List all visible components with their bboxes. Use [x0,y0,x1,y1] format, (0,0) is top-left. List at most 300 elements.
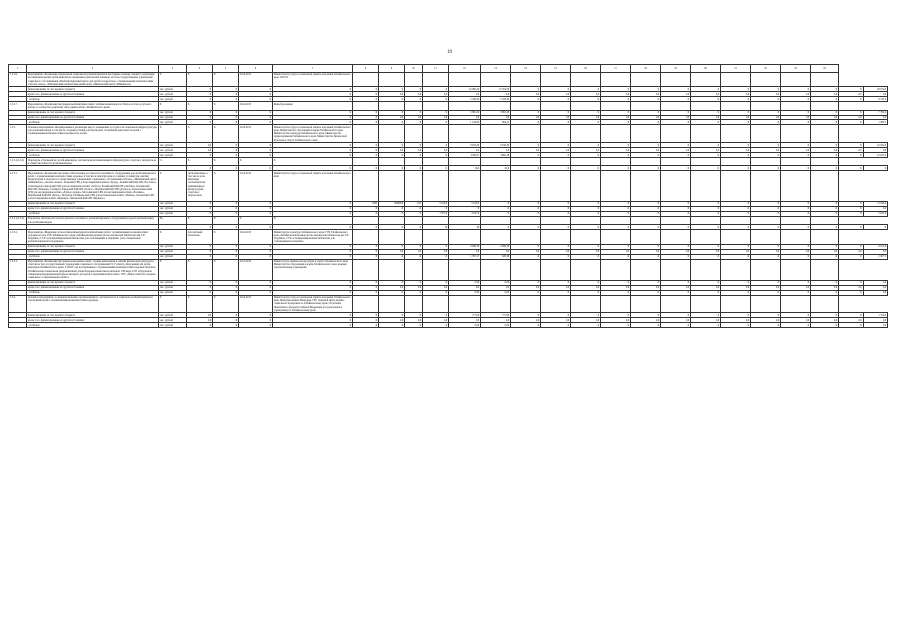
value-cell: 0,0 [379,115,405,120]
value-cell: 0,0 [511,115,541,120]
row-unit: тыс. рублей [159,285,187,290]
value-cell: X [239,120,273,125]
value-cell: X [213,323,239,328]
value-cell: X [721,206,751,211]
row-label: - из Фонда [27,120,159,125]
value-cell: X [187,211,213,216]
empty-cell [781,259,811,280]
section-col5: X [213,295,239,313]
row-label: - из Фонда [27,211,159,216]
value-cell: X [661,202,691,207]
value-cell: X [187,206,213,211]
value-cell: X [751,225,781,230]
empty-cell [751,125,781,143]
value-cell: X [379,153,405,158]
value-cell: X [405,97,423,102]
value-cell: X [571,166,601,171]
value-cell: 0,0 [863,92,888,97]
value-cell: X [353,249,379,254]
empty-cell [631,171,661,202]
empty-cell [481,158,511,166]
section-col5: X [213,102,239,110]
value-cell: X [691,225,721,230]
value-cell: 3363,07 [449,153,481,158]
value-cell: X [571,280,601,285]
value-cell: X [751,254,781,259]
value-cell: X [751,244,781,249]
empty-cell [481,102,511,110]
value-cell: X [601,225,631,230]
value-cell: X [273,323,353,328]
value-cell: X [839,153,864,158]
value-cell: X [239,290,273,295]
section-unit: X [159,72,187,87]
value-cell: X [353,120,379,125]
value-cell: X [511,290,541,295]
value-cell: X [405,110,423,115]
value-cell: X [839,225,864,230]
empty-cell [781,102,811,110]
empty-cell [631,295,661,313]
value-cell: 0,0 [187,318,213,323]
value-cell: X [273,148,353,153]
value-cell: 0,0 [811,318,839,323]
value-cell: X [721,87,751,92]
empty-cell [541,259,571,280]
value-cell: 0,0 [379,285,405,290]
empty-cell [751,171,781,202]
section-period: X [239,158,273,166]
value-cell: X [273,87,353,92]
value-cell: 0,0 [631,148,661,153]
value-cell: X [541,313,571,318]
column-number: 1 [9,65,27,73]
section-indicator: Дети-инвалиды, в том числе дети-инвалиды, систематически занимающиеся физкультурой, спортом и творчеством [187,171,213,202]
value-cell: X [811,206,839,211]
value-cell: X [751,290,781,295]
value-cell: 0,0 [811,249,839,254]
value-cell: 28 [449,225,481,230]
value-cell: 777,00 [449,313,481,318]
value-cell: 0,0 [631,318,661,323]
value-cell: X [721,290,751,295]
value-cell: X [353,115,379,120]
value-cell: X [187,249,213,254]
empty-cell [691,216,721,224]
value-cell: 620,38 [481,254,511,259]
empty-cell [9,323,27,328]
empty-cell [781,171,811,202]
value-cell: X [863,166,888,171]
value-cell: X [661,313,691,318]
empty-cell [631,230,661,245]
empty-cell [601,230,631,245]
value-cell: X [273,290,353,295]
value-cell: X [239,254,273,259]
empty-cell [631,216,661,224]
empty-cell [511,259,541,280]
value-cell: X [273,202,353,207]
value-cell: X [273,244,353,249]
section-unit: X [159,230,187,245]
empty-cell [781,295,811,313]
value-cell: X [631,290,661,295]
empty-cell [423,125,449,143]
empty-cell [511,102,541,110]
value-cell: X [691,87,721,92]
empty-cell [751,102,781,110]
empty-cell [721,295,751,313]
value-cell: X [353,148,379,153]
empty-cell [691,72,721,87]
section-unit: % [159,158,187,166]
empty-cell [751,158,781,166]
value-cell: 0,0 [863,285,888,290]
section-indicator: X [187,102,213,110]
value-cell: X [601,153,631,158]
empty-cell [353,216,379,224]
row-label: финансирование за счет краевого бюджета [27,143,159,148]
value-cell: X [839,120,864,125]
section-col5: X [213,259,239,280]
empty-cell [379,230,405,245]
row-unit: тыс. рублей [159,206,187,211]
value-cell: X [541,97,571,102]
value-cell: 0,00 [449,323,481,328]
empty-cell [511,125,541,143]
empty-cell [423,216,449,224]
value-cell: X [511,110,541,115]
value-cell: X [839,280,864,285]
value-cell: X [601,290,631,295]
row-label: финансирование за счет краевого бюджета [27,280,159,285]
column-number: 3 [159,65,187,73]
value-cell: X [751,313,781,318]
value-cell: X [405,323,423,328]
empty-cell [661,171,691,202]
value-cell: X [781,244,811,249]
value-cell: 0,0 [863,115,888,120]
empty-cell [661,102,691,110]
value-cell: X [273,92,353,97]
empty-cell [379,158,405,166]
value-cell: 29 074,0 [863,87,888,92]
value-cell: X [273,249,353,254]
value-cell: X [353,285,379,290]
empty-cell [405,171,423,202]
value-cell: X [541,323,571,328]
value-cell: X [213,280,239,285]
section-executor: Минобразования [273,102,353,110]
empty-cell [811,72,839,87]
column-number: 20 [691,65,721,73]
value-cell: X [379,280,405,285]
value-cell: 0,0 [511,285,541,290]
value-cell: X [631,280,661,285]
column-number: 18 [631,65,661,73]
value-cell: X [213,153,239,158]
value-cell: X [601,206,631,211]
empty-cell [751,72,781,87]
value-cell: 0,0 [571,148,601,153]
empty-cell [601,125,631,143]
section-row [9,295,888,313]
value-cell: 0,0 [541,318,571,323]
empty-cell [481,259,511,280]
value-cell: 20,0 [481,166,511,171]
section-code: 1.5.3.1. [9,171,27,202]
value-cell: 0,0 [601,92,631,97]
value-cell: X [481,202,511,207]
value-cell: X [405,211,423,216]
row-unit: тыс. рублей [159,318,187,323]
section-col5: X [213,171,239,202]
value-cell: X [239,211,273,216]
value-cell: X [721,153,751,158]
section-title: Мероприятие «Реализация программы вовлечения семей с детьми-инвалидами в занятия физической культурой и спортом на базе государственных учреждений социального обслуживания ГСУ «Центр образования для детей-инвалидов Забайкальского края», ГСКОУ для воспитанников с ограниченными возможностями здоровья Петровск-Забайкальская специальная (коррекционная) общеобразовательная школа-интернат VIII вида, ГОУ «Трудовская специальная (коррекционная) школа-интернат для детей с нарушением интеллекта, ГОУ «Центр психолого-медико-социального сопровождения «ДАР»» [27,259,159,280]
value-cell: X [239,115,273,120]
value-cell: X [839,143,864,148]
section-title: Показатель «Количество пунктов проката спортивного реабилитационного оборудования (средств реабилитации) для детей-инвалидов» [27,216,159,224]
empty-cell [405,158,423,166]
value-cell: X [187,323,213,328]
empty-cell [511,171,541,202]
value-cell: X [187,153,213,158]
value-cell: X [571,244,601,249]
section-title: Основное мероприятие «Совершенствование организационного, методического и социально-реабилитационного обеспечения детей с ограниченными возможностями здоровья» [27,295,159,313]
value-cell: 0,0 [863,323,888,328]
value-cell: X [751,202,781,207]
value-cell: X [239,280,273,285]
value-cell: X [423,87,449,92]
empty-cell [541,125,571,143]
value-cell: 4 006,30 [481,244,511,249]
value-cell: 7 762,4 [863,110,888,115]
value-cell: X [751,153,781,158]
value-cell: X [213,249,239,254]
value-cell: X [691,202,721,207]
empty-cell [811,102,839,110]
value-cell: X [423,110,449,115]
value-cell: X [405,120,423,125]
value-cell: X [353,87,379,92]
value-cell: X [811,143,839,148]
value-cell: 0,0 [721,148,751,153]
empty-cell [721,259,751,280]
section-title: Мероприятие «Реализация программы реабилитации семей с ребёнком-инвалидом в г.Чите» на базе досугового центра «Сообщество родителей «Под одним небом» Забайкальского края» [27,102,159,110]
column-number: 9 [379,65,405,73]
value-cell: X [187,290,213,295]
value-cell: X [811,110,839,115]
value-cell: X [353,166,379,171]
value-cell: X [213,202,239,207]
value-cell: X [423,290,449,295]
section-unit: X [159,295,187,313]
empty-cell [781,230,811,245]
value-cell: 18 [423,225,449,230]
value-cell: X [511,87,541,92]
value-cell: 1 554,0 [863,313,888,318]
section-indicator: X [187,259,213,280]
section-unit: X [159,171,187,202]
value-cell: X [213,87,239,92]
value-cell: X [811,323,839,328]
value-cell: 0,0 [661,115,691,120]
value-cell: 1 975,2 [423,211,449,216]
value-cell: X [187,244,213,249]
column-number: 21 [721,65,751,73]
value-cell: X [353,206,379,211]
value-cell: X [273,313,353,318]
value-cell: X [601,202,631,207]
value-cell: 0,0 [405,318,423,323]
empty-cell [541,158,571,166]
value-cell: X [213,211,239,216]
value-cell: X [213,318,239,323]
empty-cell [811,171,839,202]
empty-cell [631,72,661,87]
section-executor: Министерство труда и социальной защиты населения Забайкальского края, ГАУСО [273,72,353,87]
row-label: финансирование за счет краевого бюджета [27,87,159,92]
value-cell: X [691,290,721,295]
section-row [9,125,888,143]
value-cell: 0,0 [661,92,691,97]
value-cell: 0,00 [449,280,481,285]
value-cell: X [187,202,213,207]
value-cell: 8 743,3 [863,97,888,102]
value-cell: 8 012,6 [863,244,888,249]
empty-cell [423,102,449,110]
empty-cell [691,102,721,110]
column-number: 7 [273,65,353,73]
value-cell: 0,0 [839,148,864,153]
value-cell: X [273,166,353,171]
value-cell: X [631,323,661,328]
empty-cell [601,158,631,166]
value-cell: X [571,290,601,295]
value-cell: 862,51 [481,120,511,125]
empty-cell [781,125,811,143]
empty-cell [449,158,481,166]
value-cell: 16,0 [449,166,481,171]
value-cell: X [661,120,691,125]
value-cell: X [405,280,423,285]
section-executor: Министерство труда и социальной защиты населения Забайкальского края, Министерство образования и науки Забайкальского края, Министерство культуры Забайкальского края, Министерство здравоохранения Забайкальского края, Министерство физической культуры и спорта Забайкальского края [273,125,351,142]
value-cell: X [423,313,449,318]
value-cell: X [631,166,661,171]
empty-cell [631,259,661,280]
value-cell: X [239,148,273,153]
empty-cell [449,259,481,280]
value-cell: X [631,110,661,115]
empty-cell [691,295,721,313]
section-executor: X [273,216,353,224]
value-cell: X [423,153,449,158]
value-cell: X [353,225,379,230]
value-cell: 0,0 [661,148,691,153]
section-executor: Министерство труда и социальной защиты населения Забайкальского края [273,171,353,202]
section-row [9,216,888,224]
empty-cell [811,216,839,224]
value-cell: 0,0 [449,115,481,120]
empty-cell [481,125,511,143]
value-cell: X [571,120,601,125]
value-cell: X [781,87,811,92]
value-cell: X [187,92,213,97]
value-cell: 0,0 [541,249,571,254]
value-cell: 2 007,5 [863,254,888,259]
value-cell: 0,0 [839,285,864,290]
value-cell: 777,00 [481,313,511,318]
value-cell: X [571,313,601,318]
value-cell: 0,0 [481,285,511,290]
empty-cell [481,171,511,202]
value-cell: X [811,97,839,102]
value-cell: X [405,87,423,92]
value-cell: X [239,313,273,318]
value-cell: X [213,166,239,171]
value-cell: X [811,280,839,285]
value-cell: 0,0 [449,92,481,97]
value-cell: 0,0 [781,318,811,323]
value-cell: X [661,244,691,249]
value-cell: 0,0 [601,148,631,153]
row-unit: тыс. рублей [159,120,187,125]
value-cell: 0,0 [449,249,481,254]
value-cell: X [811,290,839,295]
value-cell: 14 000,20 [449,87,481,92]
value-cell: X [187,87,213,92]
value-cell: X [691,313,721,318]
empty-cell [449,102,481,110]
value-cell: 0,0 [811,148,839,153]
value-cell: 0,0 [511,92,541,97]
value-cell: 0,0 [751,148,781,153]
empty-cell [449,295,481,313]
empty-cell [751,295,781,313]
value-cell: 0,0 [601,318,631,323]
section-period: 2014-2015 [239,171,273,202]
section-unit: X [159,259,187,280]
value-cell: X [239,92,273,97]
value-cell: 9 916,30 [481,143,511,148]
value-cell: 0,0 [863,290,888,295]
value-cell: 0,0 [541,148,571,153]
section-unit: X [159,102,187,110]
value-cell: 0,0 [187,148,213,153]
section-indicator: X [187,295,213,313]
value-cell: X [405,313,423,318]
empty-cell [661,259,691,280]
empty-cell [379,102,405,110]
empty-cell [481,230,511,245]
value-cell: X [213,92,239,97]
value-cell: X [213,148,239,153]
value-cell: 11 826,4 [863,202,888,207]
empty-cell [511,295,541,313]
section-period: 2014-2015 [239,295,273,313]
value-cell: X [691,244,721,249]
value-cell: X [273,318,353,323]
value-cell: X [631,206,661,211]
row-label: кроме того, финансирование из других источников [27,285,159,290]
value-cell: X [571,143,601,148]
value-cell: 613 [405,202,423,207]
value-cell: X [691,206,721,211]
row-label: кроме того, финансирование из других источников [27,206,159,211]
value-cell: X [863,225,888,230]
value-cell: 0,0 [449,285,481,290]
